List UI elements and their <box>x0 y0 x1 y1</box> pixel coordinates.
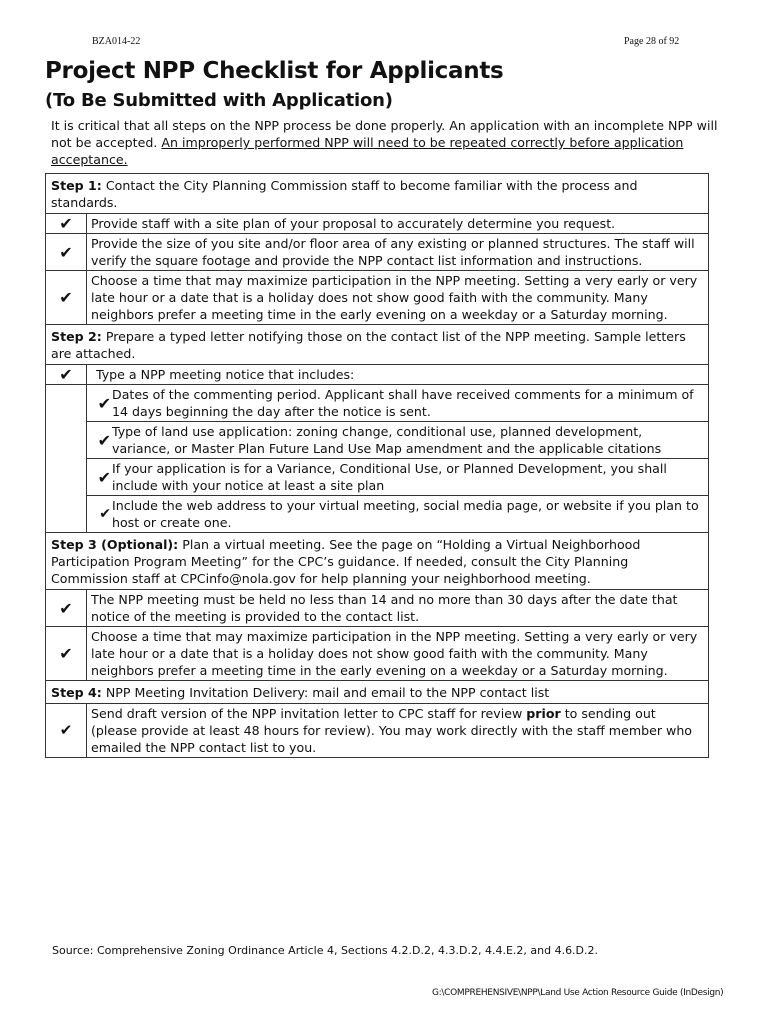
sub-checklist-item: If your application is for a Variance, Conditional Use, or Planned Development, you shall include with your notice at least a site plan <box>112 461 667 493</box>
checkmark-icon: ✔ <box>46 627 87 681</box>
step-4-row <box>46 681 709 704</box>
page-subtitle: (To Be Submitted with Application) <box>45 90 393 111</box>
document-id: BZA014-22 <box>92 36 141 47</box>
step-4-cell <box>46 681 709 704</box>
checkmark-icon: ✔ <box>97 467 111 487</box>
checkmark-icon: ✔ <box>46 704 87 758</box>
checklist-item: Provide the size of you site and/or floor area of any existing or planned structures. The staff will verify the square footage and provide the NPP contact list information and instructions. <box>87 234 709 271</box>
step-1-cell <box>46 174 709 214</box>
page-number: Page 28 of 92 <box>624 36 680 47</box>
page-title: Project NPP Checklist for Applicants <box>45 58 504 84</box>
checkmark-icon: ✔ <box>46 214 87 234</box>
checkmark-icon: ✔ <box>46 365 87 385</box>
checklist-item: The NPP meeting must be held no less than 14 and no more than 30 days after the date that notice of the meeting is provided to the contact list. <box>87 590 709 627</box>
sub-checklist-cell <box>87 385 709 422</box>
step-3-text: Plan a virtual meeting. See the page on “Holding a Virtual Neighborhood Participation Program Meeting” for the CPC’s guidance. If needed, consult the City Planning Commission staff at CPCinfo@nola.gov for help planning your neighborhood meeting. <box>51 537 641 586</box>
checklist-row <box>46 234 709 271</box>
checklist-item: Choose a time that may maximize participation in the NPP meeting. Setting a very early or very late hour or a date that is a holiday does not show good faith with the community. Many neighbors prefer a meeting time in the early evening on a weekday or a Saturday morning. <box>87 627 709 681</box>
item-text: to sending out (please provide at least 48 hours for review). You may work directly with the staff member who emailed the NPP contact list to you. <box>91 706 693 755</box>
checkmark-icon: ✔ <box>97 393 111 413</box>
checklist-row <box>46 365 709 385</box>
checklist-row <box>46 271 709 325</box>
step-2-row <box>46 325 709 365</box>
step-4-label: Step 4: <box>51 685 102 700</box>
sub-item-row <box>87 496 708 532</box>
checklist-item: Provide staff with a site plan of your proposal to accurately determine you request. <box>87 214 709 234</box>
checklist-row <box>46 590 709 627</box>
checkmark-icon: ✔ <box>97 430 111 450</box>
sub-checklist-row <box>46 459 709 496</box>
step-2-text: Prepare a typed letter notifying those on the contact list of the NPP meeting. Sample letters are attached. <box>51 329 686 361</box>
npp-checklist-table <box>45 173 709 758</box>
sub-item-row <box>87 459 708 495</box>
step-2-label: Step 2: <box>51 329 102 344</box>
step-1-text: Contact the City Planning Commission staff to become familiar with the process and standards. <box>51 178 638 210</box>
sub-item-row <box>87 422 708 458</box>
sub-checklist-row <box>46 422 709 459</box>
step-3-label: Step 3 (Optional): <box>51 537 179 552</box>
blank-cell <box>46 385 87 533</box>
intro-text: It is critical that all steps on the NPP process be done properly. An application with an incomplete NPP will not be accepted. <box>51 118 718 150</box>
checklist-item <box>87 704 709 758</box>
sub-checklist-item: Type of land use application: zoning change, conditional use, planned development, variance, or Master Plan Future Land Use Map amendment and the applicable citations <box>112 424 662 456</box>
step-2-cell <box>46 325 709 365</box>
footer-path: G:\COMPREHENSIVE\NPP\Land Use Action Resource Guide (InDesign) <box>432 988 724 998</box>
sub-checklist-cell <box>87 459 709 496</box>
item-text: Send draft version of the NPP invitation letter to CPC staff for review <box>91 706 527 721</box>
sub-checklist-cell <box>87 496 709 533</box>
item-emphasis: prior <box>526 706 561 721</box>
sub-checklist-row <box>46 496 709 533</box>
checkmark-icon: ✔ <box>99 505 111 522</box>
checklist-item: Type a NPP meeting notice that includes: <box>87 365 709 385</box>
intro-paragraph <box>51 117 721 168</box>
sub-checklist-row <box>46 385 709 422</box>
sub-checklist-item: Dates of the commenting period. Applicant shall have received comments for a minimum of 14 days beginning the day after the notice is sent. <box>112 387 694 419</box>
step-3-row <box>46 533 709 590</box>
checklist-item: Choose a time that may maximize participation in the NPP meeting. Setting a very early or very late hour or a date that is a holiday does not show good faith with the community. Many neighbors prefer a meeting time in the early evening on a weekday or a Saturday morning. <box>87 271 709 325</box>
step-1-label: Step 1: <box>51 178 102 193</box>
checklist-row <box>46 627 709 681</box>
sub-item-row <box>87 385 708 421</box>
checkmark-icon: ✔ <box>46 234 87 271</box>
intro-warning: An improperly performed NPP will need to be repeated correctly before application acceptance. <box>51 135 684 167</box>
sub-item-table <box>87 496 708 532</box>
step-3-cell <box>46 533 709 590</box>
sub-item-table <box>87 459 708 495</box>
source-note: Source: Comprehensive Zoning Ordinance Article 4, Sections 4.2.D.2, 4.3.D.2, 4.4.E.2, and 4.6.D.2. <box>52 944 599 957</box>
checkmark-icon: ✔ <box>46 271 87 325</box>
step-4-text: NPP Meeting Invitation Delivery: mail and email to the NPP contact list <box>101 685 550 700</box>
sub-checklist-cell <box>87 422 709 459</box>
checklist-row <box>46 214 709 234</box>
sub-checklist-item: Include the web address to your virtual meeting, social media page, or website if you plan to host or create one. <box>112 498 699 530</box>
checklist-row <box>46 704 709 758</box>
checkmark-icon: ✔ <box>46 590 87 627</box>
step-1-row <box>46 174 709 214</box>
sub-item-table <box>87 422 708 458</box>
sub-item-table <box>87 385 708 421</box>
